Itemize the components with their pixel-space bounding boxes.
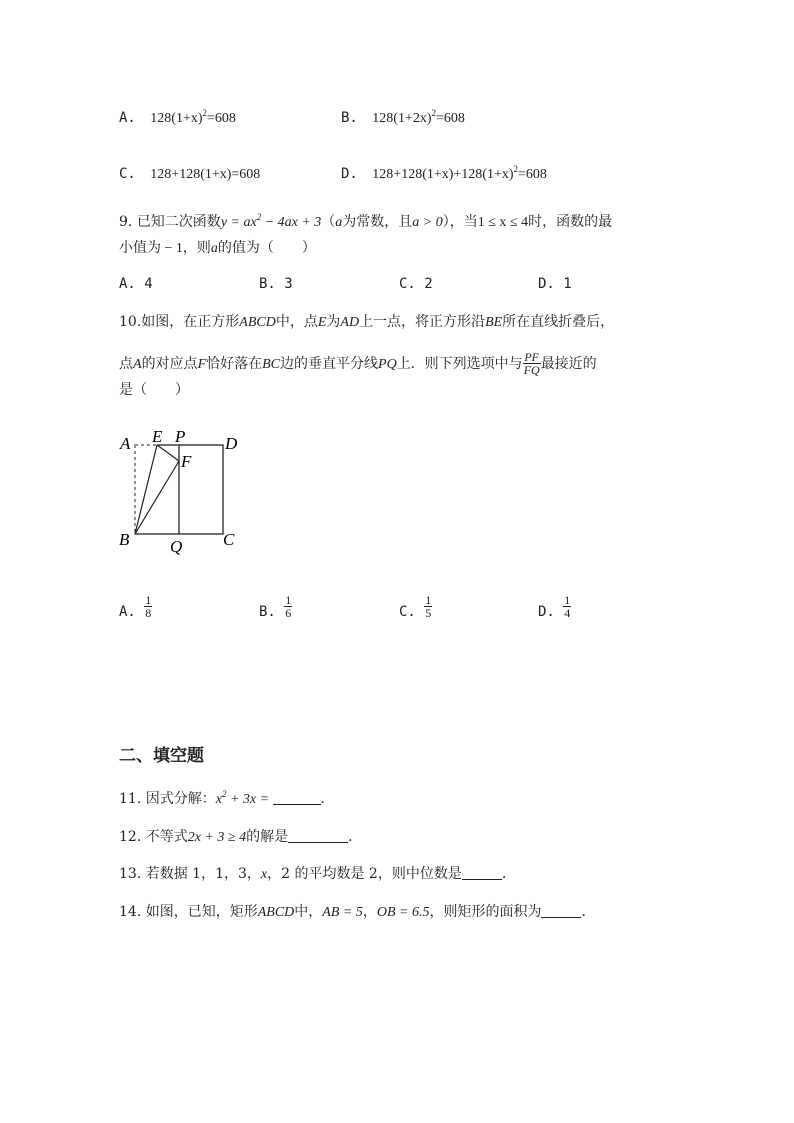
label-d: D — [225, 434, 238, 453]
q8-option-a-expr: $128(1+x)^2=608$ — [150, 108, 236, 126]
section-title-fill-in: 二、填空题 — [119, 746, 204, 766]
q9-stem-line2: 小值为 − 1，则a的值为（ ） — [119, 240, 316, 256]
q8-option-b-expr: $128(1+2x)^2=608$ — [372, 108, 465, 126]
q8-option-b: B. $128(1+2x)^2=608$ — [341, 108, 465, 126]
q11-answer-blank[interactable] — [273, 790, 321, 805]
q13-answer-blank[interactable] — [462, 865, 502, 880]
q9-function: $y = ax^2 - 4ax + 3$ — [220, 212, 322, 230]
q10-option-d: D. $\frac{1}{4}$ — [538, 593, 571, 620]
q9-stem-line1: 9. 已知二次函数$y = ax^2 - 4ax + 3(a$为常数，且a > 0），当1 ≤ x ≤ 4时，函数的最 — [119, 212, 613, 230]
q8-option-c-expr: 128+128(1+x)=608 — [150, 167, 261, 182]
q10-square-figure — [112, 424, 252, 559]
q10-option-a: A. $\frac{1}{8}$ — [119, 593, 152, 620]
q9-option-b: B. 3 — [259, 276, 293, 292]
q11: 11. 因式分解：$x^2 + 3x$ = . — [119, 789, 325, 807]
segment-bf — [135, 461, 179, 534]
q10-option-b: B. $\frac{1}{6}$ — [259, 593, 292, 620]
label-q: Q — [170, 537, 183, 556]
segment-be — [135, 445, 157, 534]
q10-ratio-fraction: $\frac{PF}{FQ}$ — [523, 350, 540, 377]
q12-answer-blank[interactable] — [288, 828, 348, 843]
q14-answer-blank[interactable] — [541, 903, 581, 918]
q8-option-c: C. 128+128(1+x)=608 — [119, 166, 261, 182]
q8-option-a: A. $128(1+x)^2=608$ — [119, 108, 236, 126]
segment-ef — [157, 445, 179, 461]
q10-stem-line1: 10.如图，在正方形ABCD中，点E为AD上一点，将正方形沿BE所在直线折叠后， — [119, 314, 615, 330]
q10-stem-line2: 点A的对应点F恰好落在BC边的垂直平分线PQ上．则下列选项中与 $\frac{PF}{FQ}$ 最接近的 — [119, 350, 597, 377]
q8-option-d-expr: $128+128(1+x)+128(1+x)^2=608$ — [372, 164, 547, 182]
q9-option-d: D. 1 — [538, 276, 572, 292]
q10-option-c: C. $\frac{1}{5}$ — [399, 593, 432, 620]
q8-option-d: D. $128+128(1+x)+128(1+x)^2=608$ — [341, 164, 547, 182]
label-a: A — [120, 434, 131, 453]
q12: 12. 不等式2x + 3 ≥ 4的解是 . — [119, 829, 353, 845]
label-b: B — [119, 530, 130, 549]
q9-option-c: C. 2 — [399, 276, 433, 292]
label-f: F — [181, 452, 192, 471]
q14: 14. 如图，已知，矩形ABCD中，AB = 5，OB = 6.5，则矩形的面积为 . — [119, 904, 586, 920]
label-c: C — [223, 530, 235, 549]
q10-stem-line3: 是（ ） — [119, 382, 189, 398]
q9-option-a: A. 4 — [119, 276, 153, 292]
label-p: P — [175, 427, 186, 446]
q13: 13. 若数据 1，1，3，x，2 的平均数是 2，则中位数是 . — [119, 866, 507, 882]
label-e: E — [152, 427, 163, 446]
